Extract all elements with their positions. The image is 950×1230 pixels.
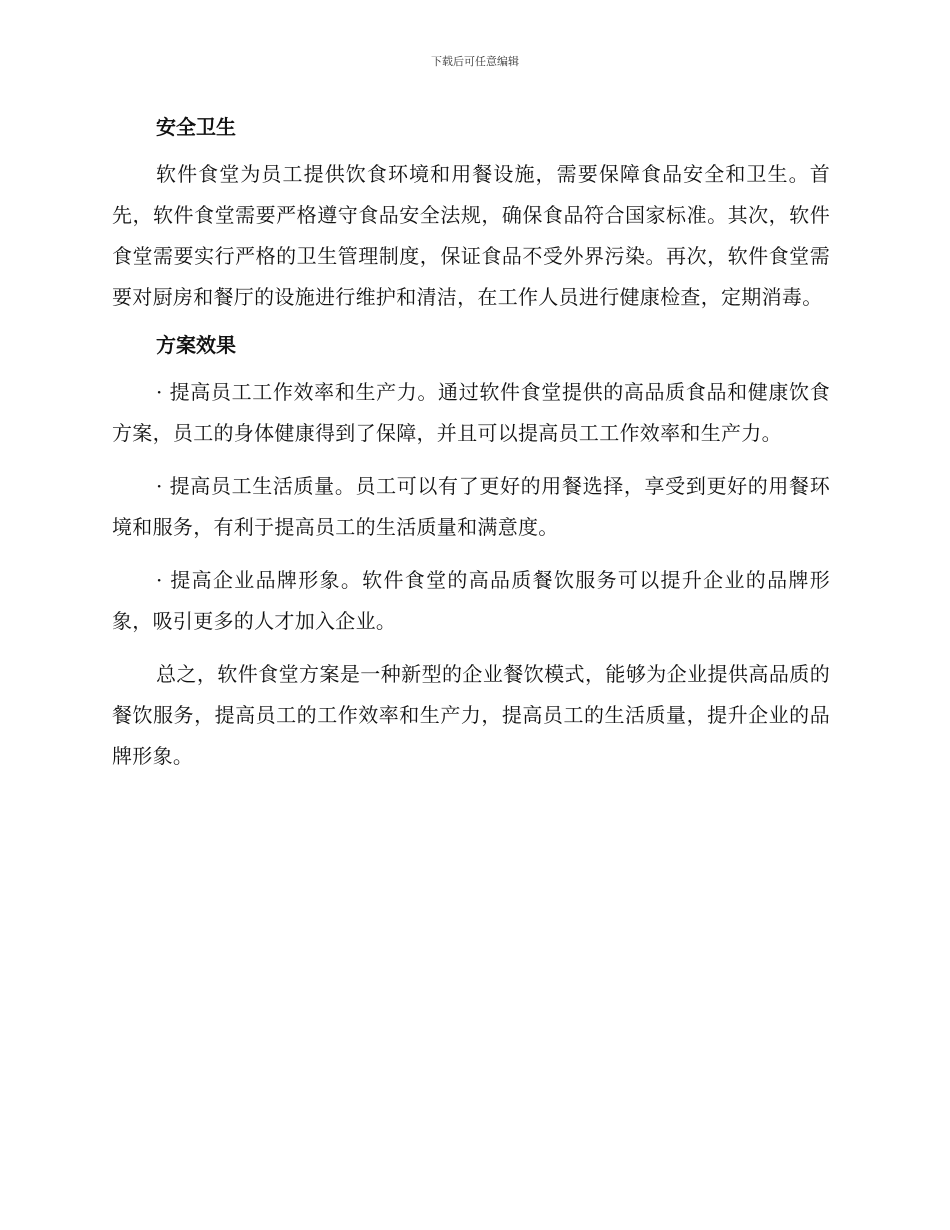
section-plan-effects — [112, 330, 830, 777]
paragraph-conclusion: 总之，软件食堂方案是一种新型的企业餐饮模式，能够为企业提供高品质的餐饮服务，提高员工的工作效率和生产力，提高员工的生活质量，提升企业的品牌形象。 — [112, 662, 830, 768]
section-heading-safety: 安全卫生 — [156, 115, 236, 139]
bullet-brand-image: · 提高企业品牌形象。软件食堂的高品质餐饮服务可以提升企业的品牌形象，吸引更多的人才加入企业。 — [112, 568, 830, 633]
document-body — [112, 112, 830, 789]
page-header-note: 下载后可任意编辑 — [431, 55, 519, 68]
paragraph-safety: 软件食堂为员工提供饮食环境和用餐设施，需要保障食品安全和卫生。首先，软件食堂需要严格遵守食品安全法规，确保食品符合国家标准。其次，软件食堂需要实行严格的卫生管理制度，保证食品不受外界污染。再次，软件食堂需要对厨房和餐厅的设施进行维护和清洁，在工作人员进行健康检查，定期消毒。 — [112, 162, 830, 309]
bullet-quality-of-life: · 提高员工生活质量。员工可以有了更好的用餐选择，享受到更好的用餐环境和服务，有利于提高员工的生活质量和满意度。 — [112, 474, 830, 539]
section-heading-effects: 方案效果 — [156, 333, 236, 357]
bullet-efficiency: · 提高员工工作效率和生产力。通过软件食堂提供的高品质食品和健康饮食方案，员工的身体健康得到了保障，并且可以提高员工工作效率和生产力。 — [112, 380, 830, 445]
section-safety-hygiene — [112, 112, 830, 318]
